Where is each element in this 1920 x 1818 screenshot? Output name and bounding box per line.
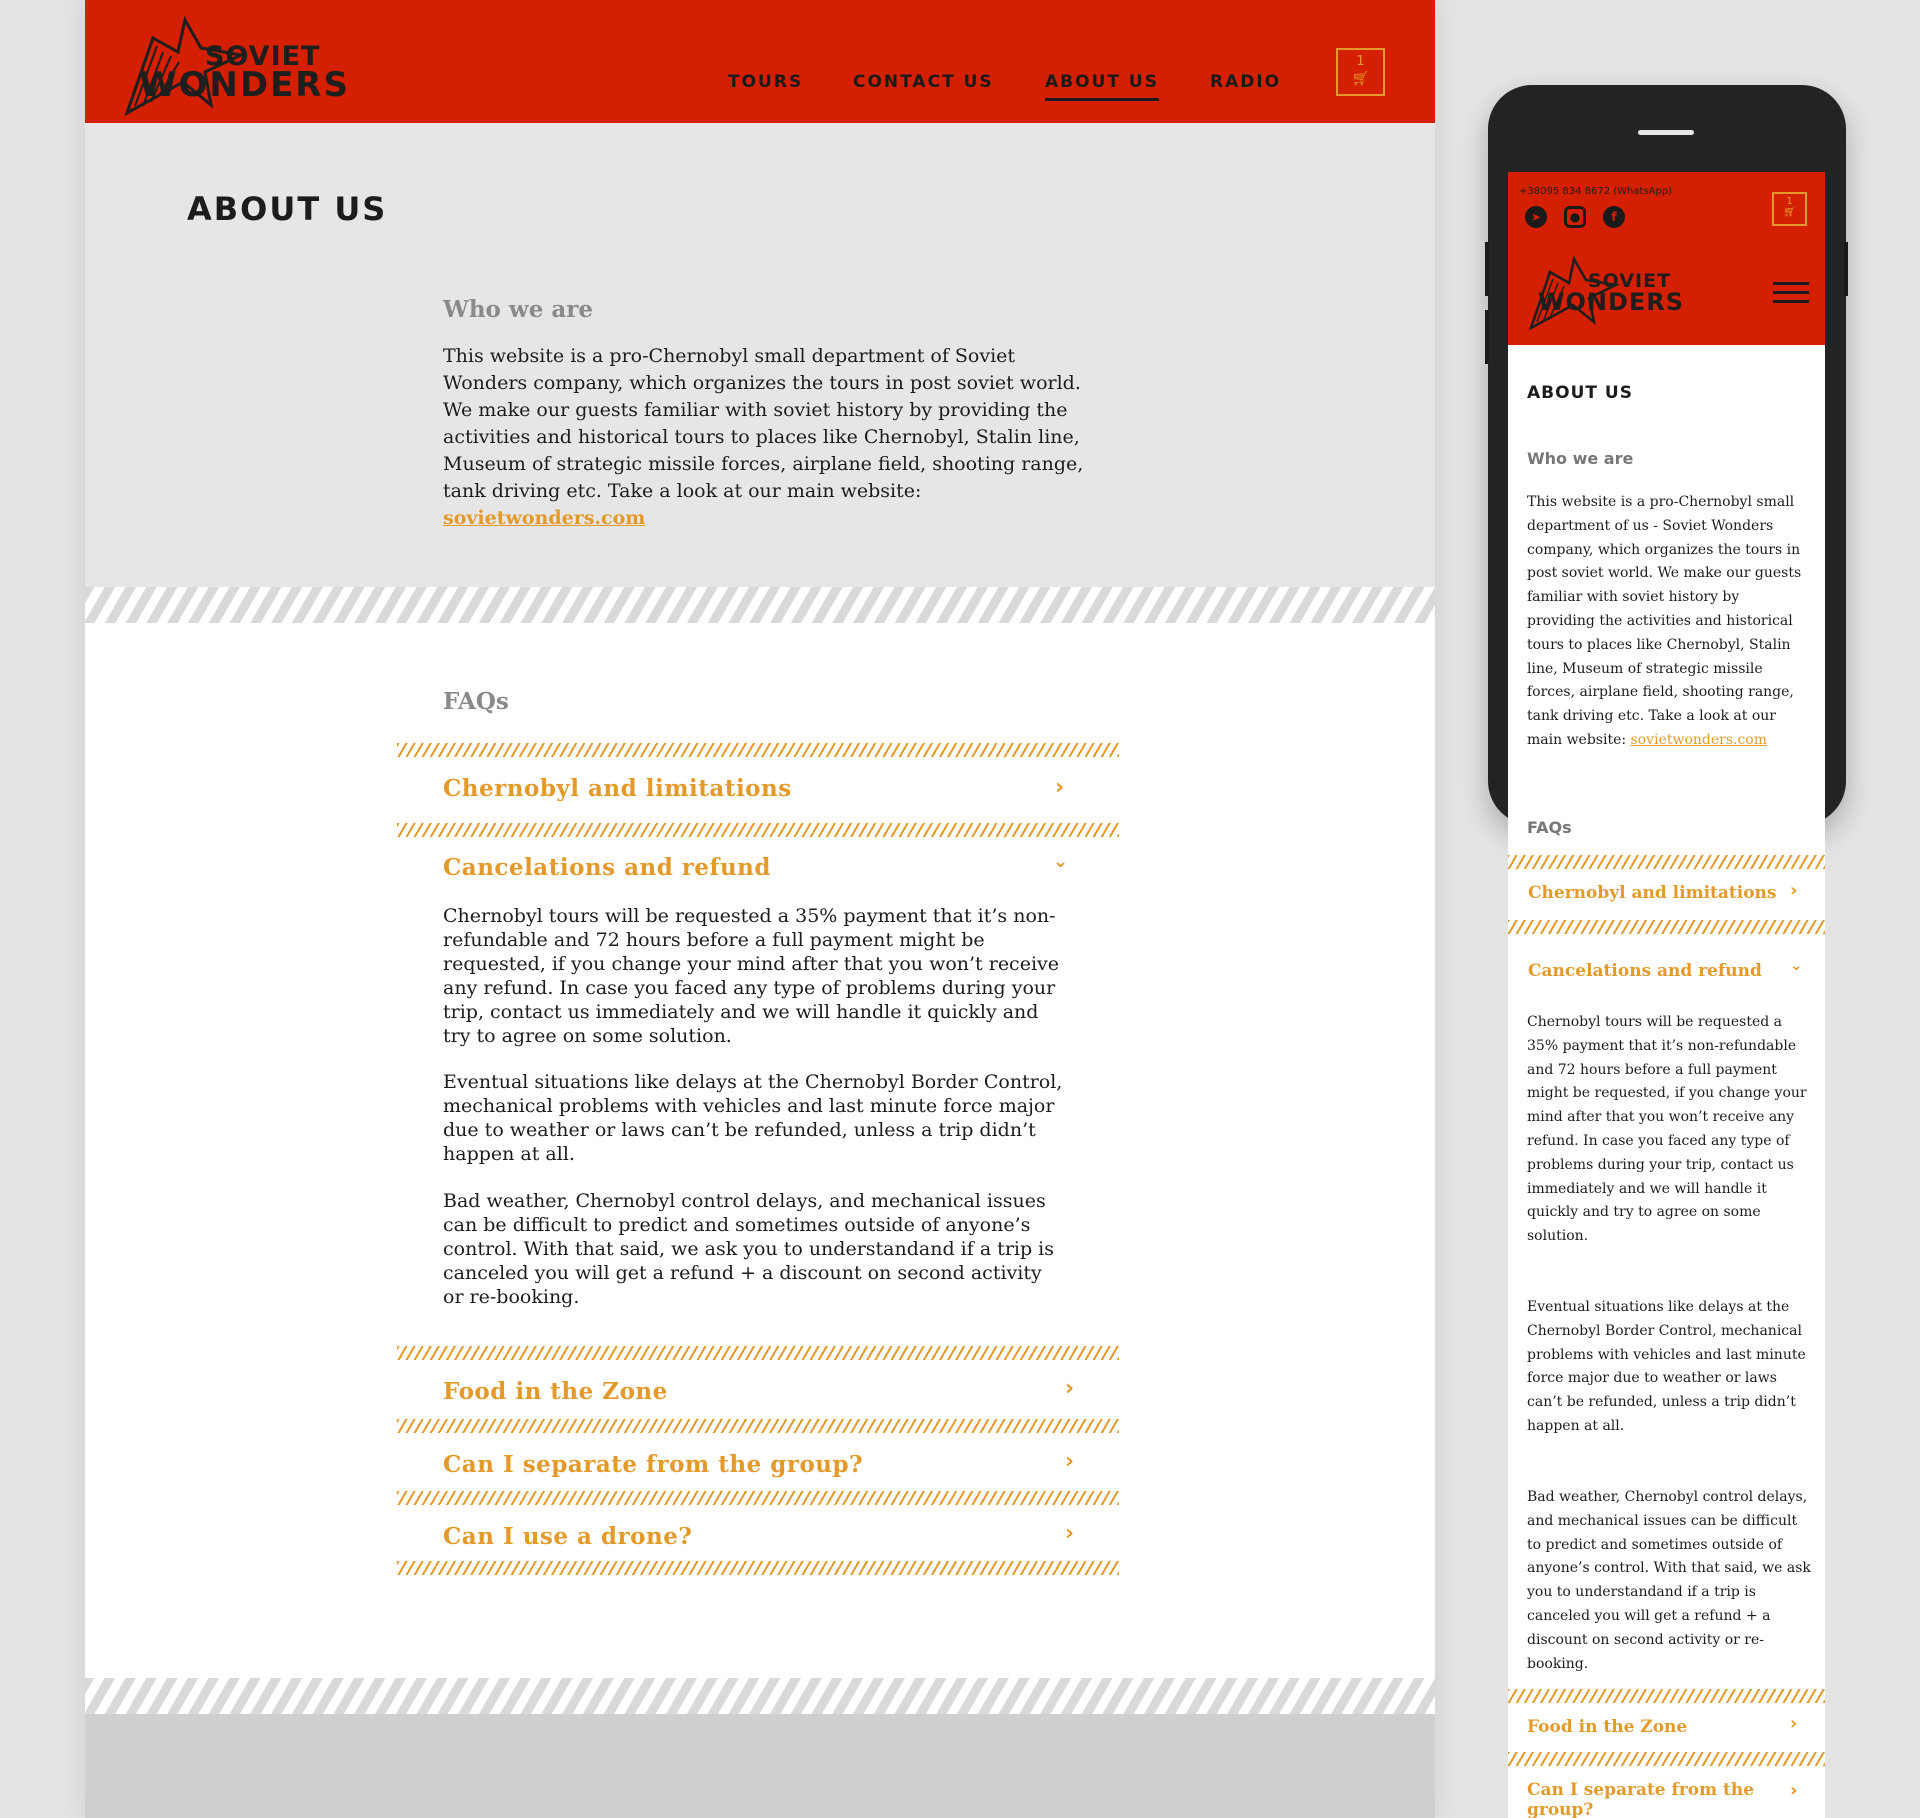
instagram-icon[interactable]: ● [1564,206,1586,228]
page-title: ABOUT US [187,190,388,228]
footer-area [85,1714,1435,1818]
who-we-are-body: This website is a pro-Chernobyl small department of Soviet Wonders company, which organizes the tours in post soviet world. We make our guests familiar with soviet history by providing the activities and historical tours to places like Chernobyl, Stalin line, Museum of strategic missile forces, airplane field, shooting range, tank driving etc. Take a look at our main website: [443,345,1084,502]
faq-answer-paragraph: Eventual situations like delays at the Chernobyl Border Control, mechanical problems with vehicles and last minute force major due to weather or laws can’t be refunded, unless a trip didn’t happen at all. [443,1071,1063,1165]
site-logo[interactable] [123,10,350,118]
chevron-down-icon[interactable]: ⌄ [1053,851,1069,872]
cart-button[interactable] [1336,48,1385,96]
chevron-right-icon[interactable]: › [1790,1713,1798,1734]
faq-answer-paragraph: Chernobyl tours will be requested a 35% payment that it’s non-refundable and 72 hours before a full payment might be requested, if you change your mind after that you won’t receive any refund. In case you faced any type of problems during your trip, contact us immediately and we will handle it quickly and try to agree on some solution. [443,905,1059,1047]
mobile-who-we-are-text [1527,491,1811,753]
faq-divider [397,1346,1119,1360]
faq-section [85,623,1435,1678]
phone-side-button [1485,242,1489,296]
telegram-icon[interactable]: ➤ [1525,206,1547,228]
faq-divider [397,823,1119,837]
faq-divider [397,1491,1119,1505]
logo-line-1: SOVIET [1588,270,1672,292]
faq-question[interactable]: Food in the Zone [443,1378,668,1405]
mobile-faq-answer-paragraph: Bad weather, Chernobyl control delays, and mechanical issues can be difficult to predict and sometimes outside of anyone’s control. With that said, we ask you to understandand if a trip is canceled you will get a refund + a discount on second activity or re-booking. [1527,1489,1811,1672]
mobile-logo[interactable] [1528,252,1685,332]
faq-divider [1508,920,1825,934]
faq-question[interactable]: Can I separate from the group? [443,1451,864,1478]
main-website-link[interactable]: sovietwonders.com [443,507,646,529]
faq-divider [397,1561,1119,1575]
phone-speaker [1638,130,1694,135]
faq-question[interactable]: Cancelations and refund [1528,961,1762,981]
phone-side-button [1485,310,1489,364]
mobile-page-title: ABOUT US [1527,383,1633,403]
faq-divider [1508,855,1825,869]
mobile-faq-heading: FAQs [1527,818,1572,837]
mobile-screen [1508,172,1825,1818]
desktop-page [85,0,1435,1818]
chevron-right-icon[interactable]: › [1055,775,1065,800]
faq-divider [1508,1689,1825,1703]
faq-divider [1508,1752,1825,1766]
mobile-who-we-are-body: This website is a pro-Chernobyl small department of us - Soviet Wonders company, which organizes the tours in post soviet world. We make our guests familiar with soviet history by providing the activities and historical tours to places like Chernobyl, Stalin line, Museum of strategic missile forces, airplane field, shooting range, tank driving etc. Take a look at our main website: [1527,494,1802,748]
facebook-icon[interactable]: f [1603,206,1625,228]
mobile-who-we-are-heading: Who we are [1527,449,1634,468]
hamburger-menu-icon[interactable] [1773,282,1809,306]
faq-question[interactable]: Can I separate from the group? [1527,1780,1755,1818]
faq-answer-paragraph: Bad weather, Chernobyl control delays, and mechanical issues can be difficult to predict and sometimes outside of anyone’s control. With that said, we ask you to understandand if a trip is canceled you will get a refund + a discount on second activity or re-booking. [443,1190,1055,1308]
nav-radio[interactable]: RADIO [1210,72,1282,92]
nav-contact-us[interactable]: CONTACT US [853,72,994,92]
faq-question[interactable]: Can I use a drone? [443,1523,693,1550]
chevron-right-icon[interactable]: › [1065,1449,1075,1474]
chevron-right-icon[interactable]: › [1065,1376,1075,1401]
nav-tours[interactable]: TOURS [728,72,804,92]
cart-count: 1 [1786,196,1793,207]
who-we-are-heading: Who we are [443,296,593,323]
faq-question[interactable]: Food in the Zone [1527,1717,1688,1737]
faq-question[interactable]: Cancelations and refund [443,854,771,881]
mobile-faq-answer-paragraph: Chernobyl tours will be requested a 35% payment that it’s non-refundable and 72 hours before a full payment might be requested, if you change your mind after that you won’t receive any refund. In case you faced any type of problems during your trip, contact us immediately and we will handle it quickly and try to agree on some solution. [1527,1014,1807,1245]
faq-question[interactable]: Chernobyl and limitations [443,775,792,802]
about-section [85,123,1435,587]
stripe-divider-bottom [85,1678,1435,1714]
logo-line-1: SOVIET [205,41,321,72]
cart-icon: 🛒︎ [1351,71,1370,87]
logo-line-2: WONDERS [139,65,350,105]
mobile-main-website-link[interactable]: sovietwonders.com [1630,731,1768,748]
mobile-cart-button[interactable] [1772,192,1807,226]
faq-divider [397,1419,1119,1433]
mobile-header [1508,172,1825,345]
site-header [85,0,1435,123]
phone-number[interactable]: +38095 834 8672 (WhatsApp) [1519,186,1673,197]
cart-icon: 🛒︎ [1783,207,1796,218]
phone-side-button [1844,242,1848,296]
faq-divider [397,743,1119,757]
nav-about-us[interactable]: ABOUT US [1045,72,1159,101]
mobile-faq-answer-paragraph: Eventual situations like delays at the Chernobyl Border Control, mechanical problems with vehicles and last minute force major due to weather or laws can’t be refunded, unless a trip didn’t happen at all. [1527,1299,1806,1434]
cart-count: 1 [1356,54,1365,69]
chevron-right-icon[interactable]: › [1065,1521,1075,1546]
chevron-down-icon[interactable]: ⌄ [1790,956,1803,974]
chevron-right-icon[interactable]: › [1790,880,1798,901]
faq-heading: FAQs [443,688,509,715]
logo-line-2: WONDERS [1538,288,1685,316]
faq-question[interactable]: Chernobyl and limitations [1528,883,1777,903]
stripe-divider-top [85,587,1435,623]
chevron-right-icon[interactable]: › [1790,1780,1798,1801]
who-we-are-text [443,343,1093,532]
